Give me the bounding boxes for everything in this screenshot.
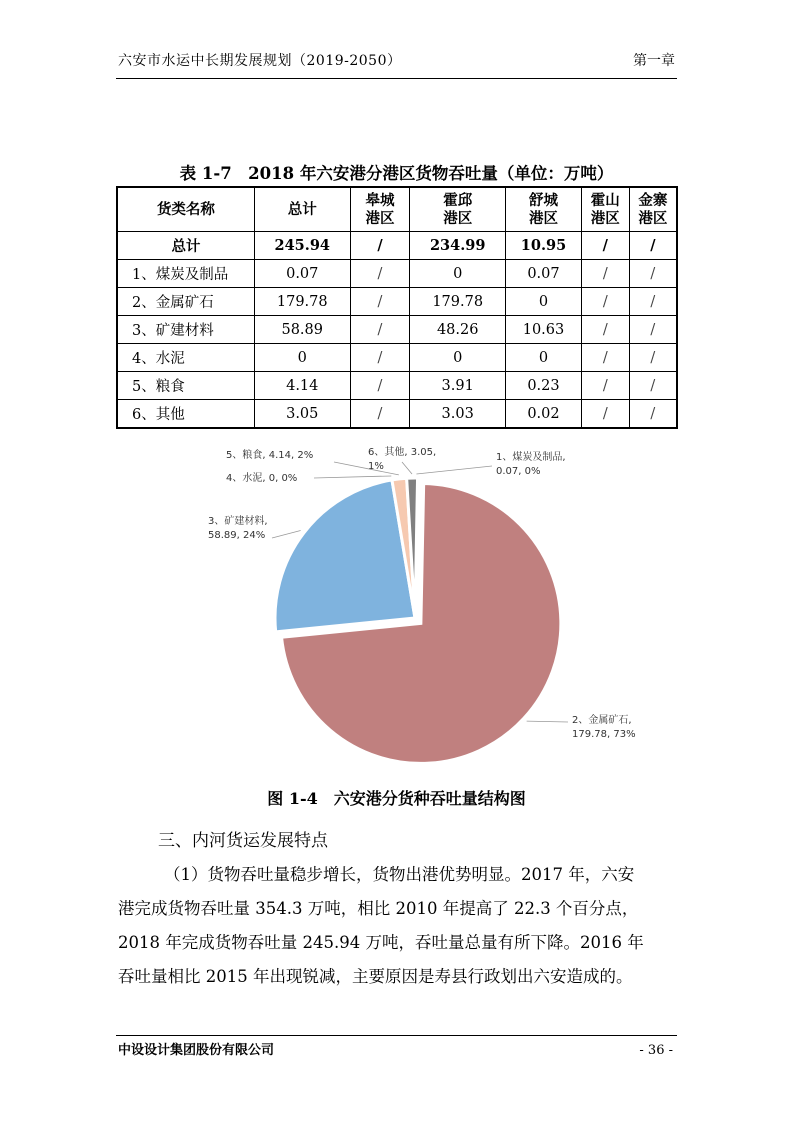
paragraph-line: 吞吐量相比 2015 年出现锐减，主要原因是寿县行政划出六安造成的。	[118, 967, 633, 986]
value-cell: /	[581, 260, 629, 288]
value-cell: 0	[410, 344, 506, 372]
value-cell: /	[629, 232, 677, 260]
leader-line	[416, 466, 492, 474]
table-row	[117, 344, 677, 372]
value-cell: 0.02	[506, 400, 582, 429]
value-cell: 4.14	[254, 372, 350, 400]
value-cell: /	[350, 344, 410, 372]
value-cell: 58.89	[254, 316, 350, 344]
table-row	[117, 400, 677, 429]
value-cell: /	[629, 344, 677, 372]
cargo-type-cell: 2、金属矿石	[117, 288, 254, 316]
value-cell: 10.63	[506, 316, 582, 344]
value-cell: 0	[506, 344, 582, 372]
value-cell: 0.23	[506, 372, 582, 400]
value-cell: /	[581, 288, 629, 316]
table-row	[117, 316, 677, 344]
value-cell: 3.03	[410, 400, 506, 429]
pie-data-label: 5、粮食, 4.14, 2%	[226, 450, 314, 461]
cargo-type-cell: 总计	[117, 232, 254, 260]
cargo-type-cell: 3、矿建材料	[117, 316, 254, 344]
pie-data-label: 2、金属矿石, 179.78, 73%	[572, 715, 636, 740]
table-body	[117, 232, 677, 429]
figure-caption: 图 1-4 六安港分货种吞吐量结构图	[267, 789, 526, 808]
value-cell: 0.07	[506, 260, 582, 288]
leader-line	[402, 462, 412, 474]
column-header: 金寨 港区	[629, 187, 677, 232]
column-header: 霍山 港区	[581, 187, 629, 232]
cargo-type-cell: 4、水泥	[117, 344, 254, 372]
header-divider	[116, 78, 677, 79]
section-heading: 三、内河货运发展特点	[158, 831, 328, 851]
total-row	[117, 232, 677, 260]
column-header: 总计	[254, 187, 350, 232]
leader-line	[527, 721, 568, 722]
table-header-row	[117, 187, 677, 232]
value-cell: /	[581, 316, 629, 344]
table-row	[117, 288, 677, 316]
value-cell: /	[350, 400, 410, 429]
paragraph-line: （1）货物吞吐量稳步增长，货物出港优势明显。2017 年，六安	[164, 865, 635, 884]
cargo-structure-pie-chart	[180, 440, 636, 780]
value-cell: 179.78	[254, 288, 350, 316]
value-cell: 245.94	[254, 232, 350, 260]
value-cell: /	[350, 288, 410, 316]
column-header: 霍邱 港区	[410, 187, 506, 232]
value-cell: 179.78	[410, 288, 506, 316]
value-cell: /	[581, 372, 629, 400]
pie-data-label: 1、煤炭及制品, 0.07, 0%	[496, 452, 566, 477]
value-cell: /	[629, 288, 677, 316]
cargo-throughput-table	[116, 186, 678, 429]
cargo-type-cell: 5、粮食	[117, 372, 254, 400]
value-cell: /	[629, 316, 677, 344]
table-title: 表 1-7 2018 年六安港分港区货物吞吐量（单位：万吨）	[179, 164, 614, 183]
value-cell: /	[350, 260, 410, 288]
column-header: 皋城 港区	[350, 187, 410, 232]
footer-company: 中设设计集团股份有限公司	[118, 1043, 275, 1058]
value-cell: /	[350, 372, 410, 400]
column-header: 舒城 港区	[506, 187, 582, 232]
value-cell: /	[581, 232, 629, 260]
cargo-type-cell: 6、其他	[117, 400, 254, 429]
page-number: - 36 -	[639, 1043, 673, 1058]
paragraph-line: 港完成货物吞吐量 354.3 万吨，相比 2010 年提高了 22.3 个百分点，	[118, 899, 639, 918]
value-cell: /	[581, 400, 629, 429]
value-cell: /	[629, 260, 677, 288]
leader-line	[314, 476, 391, 478]
value-cell: /	[581, 344, 629, 372]
value-cell: 0	[410, 260, 506, 288]
value-cell: 48.26	[410, 316, 506, 344]
value-cell: 234.99	[410, 232, 506, 260]
value-cell: /	[350, 316, 410, 344]
value-cell: 0	[254, 344, 350, 372]
column-header: 货类名称	[117, 187, 254, 232]
pie-data-label: 4、水泥, 0, 0%	[226, 473, 298, 484]
value-cell: 3.05	[254, 400, 350, 429]
running-header-title: 六安市水运中长期发展规划（2019-2050）	[118, 53, 402, 69]
table-row	[117, 260, 677, 288]
pie-slice	[275, 480, 415, 632]
pie-data-label: 3、矿建材料, 58.89, 24%	[208, 516, 268, 541]
value-cell: 0.07	[254, 260, 350, 288]
cargo-type-cell: 1、煤炭及制品	[117, 260, 254, 288]
table-row	[117, 372, 677, 400]
value-cell: 3.91	[410, 372, 506, 400]
running-header-chapter: 第一章	[633, 53, 675, 69]
value-cell: 0	[506, 288, 582, 316]
value-cell: /	[629, 372, 677, 400]
body-paragraph	[118, 858, 678, 994]
value-cell: 10.95	[506, 232, 582, 260]
leader-line	[272, 531, 301, 538]
value-cell: /	[629, 400, 677, 429]
leader-line	[334, 462, 399, 475]
value-cell: /	[350, 232, 410, 260]
footer-divider	[116, 1035, 677, 1036]
paragraph-line: 2018 年完成货物吞吐量 245.94 万吨，吞吐量总量有所下降。2016 年	[118, 933, 644, 952]
pie-data-label: 6、其他, 3.05, 1%	[368, 447, 437, 472]
